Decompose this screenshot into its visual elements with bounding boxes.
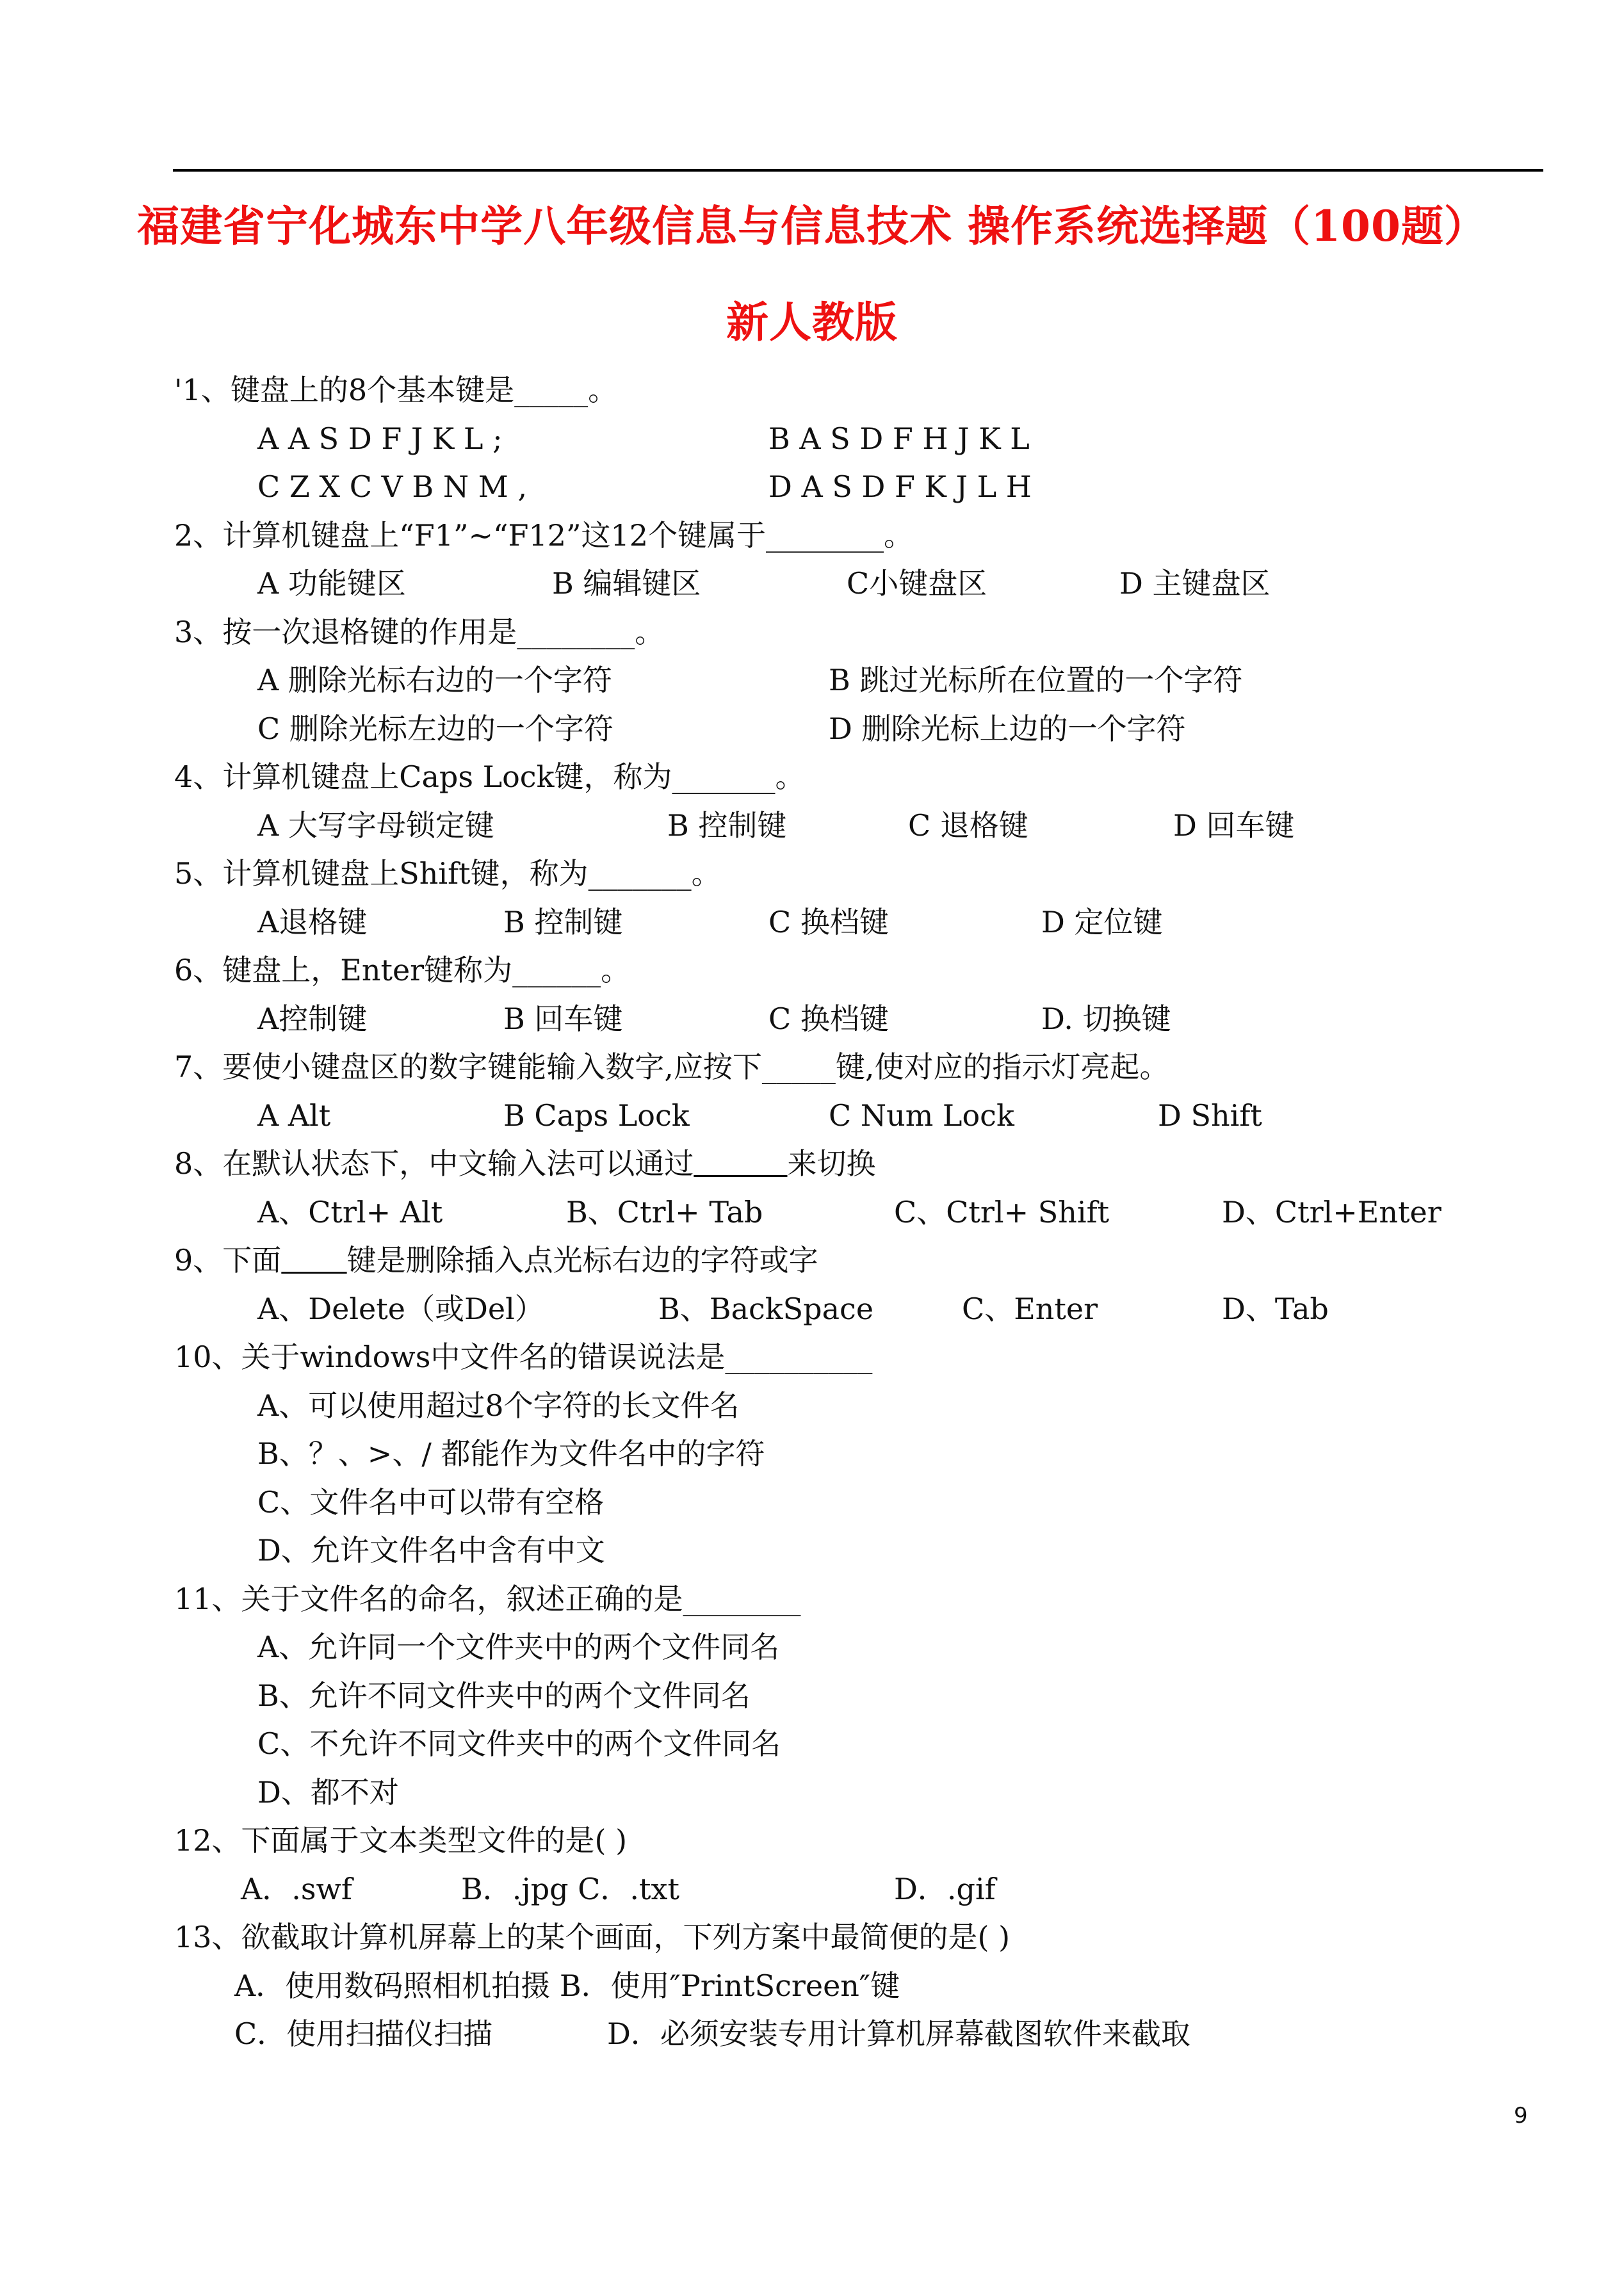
page-number: 9 bbox=[1514, 2103, 1528, 2129]
answer-blank bbox=[694, 1146, 787, 1181]
option: D、允许文件名中含有中文 bbox=[257, 1533, 605, 1568]
option: C 换档键 bbox=[768, 904, 889, 939]
answer-blank bbox=[281, 1243, 346, 1277]
option: D、Ctrl+Enter bbox=[1222, 1194, 1441, 1229]
option: D A S D F K J L H bbox=[768, 469, 1032, 504]
document-subtitle: 新人教版 bbox=[726, 297, 898, 347]
question-stem: '1、键盘上的8个基本键是_____。 bbox=[174, 373, 618, 407]
question-stem: 12、下面属于文本类型文件的是( ) bbox=[174, 1823, 628, 1858]
question-stem: 2、计算机键盘上“F1”~“F12”这12个键属于________。 bbox=[174, 517, 914, 553]
question-stem: 7、要使小键盘区的数字键能输入数字,应按下_____键,使对应的指示灯亮起。 bbox=[174, 1050, 1169, 1084]
option: B 跳过光标所在位置的一个字符 bbox=[829, 663, 1243, 697]
option-row bbox=[174, 1285, 1519, 1334]
stem-text: 来切换 bbox=[787, 1146, 876, 1181]
option: D．.gif bbox=[894, 1871, 996, 1906]
option-row bbox=[174, 656, 1519, 705]
option: B、BackSpace bbox=[658, 1291, 874, 1326]
option-row bbox=[174, 995, 1519, 1044]
option: A、允许同一个文件夹中的两个文件同名 bbox=[257, 1630, 780, 1664]
option: A、Ctrl+ Alt bbox=[257, 1194, 443, 1229]
option: A．.swf bbox=[241, 1871, 352, 1906]
question-stem: 10、关于windows中文件名的错误说法是__________ bbox=[174, 1340, 873, 1374]
option-row bbox=[174, 802, 1519, 850]
option: B A S D F H J K L bbox=[768, 421, 1030, 456]
option: D 定位键 bbox=[1041, 904, 1163, 939]
stem-text: 9、下面 bbox=[174, 1243, 282, 1277]
option: B、允许不同文件夹中的两个文件同名 bbox=[257, 1678, 751, 1713]
option: B、Ctrl+ Tab bbox=[566, 1194, 763, 1229]
option-row bbox=[174, 1672, 1519, 1721]
option: C 退格键 bbox=[908, 807, 1028, 843]
question-stem: 5、计算机键盘上Shift键，称为_______。 bbox=[174, 856, 721, 891]
option: A Alt bbox=[257, 1098, 331, 1133]
question-stem bbox=[174, 1140, 1519, 1188]
option-row bbox=[174, 705, 1519, 754]
option: D、Tab bbox=[1222, 1291, 1329, 1326]
option-row bbox=[174, 2010, 1519, 2059]
option-row bbox=[174, 1769, 1519, 1817]
option: D 主键盘区 bbox=[1119, 566, 1271, 601]
option: C 换档键 bbox=[768, 1001, 889, 1036]
option-row bbox=[174, 1623, 1519, 1672]
option: D 删除光标上边的一个字符 bbox=[829, 711, 1186, 746]
option-row bbox=[174, 1430, 1519, 1479]
option: C、文件名中可以带有空格 bbox=[257, 1484, 605, 1520]
option-row bbox=[174, 1092, 1519, 1140]
option: A、Delete（或Del） bbox=[257, 1291, 544, 1326]
option: C小键盘区 bbox=[847, 566, 987, 601]
option-row bbox=[174, 1382, 1519, 1431]
option: B 回车键 bbox=[503, 1001, 623, 1036]
option: D Shift bbox=[1158, 1098, 1262, 1133]
option-row bbox=[174, 1188, 1519, 1237]
option: B、？、>、/ 都能作为文件名中的字符 bbox=[257, 1436, 765, 1471]
option-row bbox=[174, 1479, 1519, 1527]
document-title: 福建省宁化城东中学八年级信息与信息技术 操作系统选择题（100题） bbox=[137, 201, 1487, 251]
option: A 大写字母锁定键 bbox=[257, 807, 494, 843]
question-stem: 6、键盘上，Enter键称为______。 bbox=[174, 953, 631, 987]
question-stem: 11、关于文件名的命名，叙述正确的是________ bbox=[174, 1581, 801, 1616]
stem-text: 8、在默认状态下，中文输入法可以通过 bbox=[174, 1146, 694, 1181]
option: A、可以使用超过8个字符的长文件名 bbox=[257, 1388, 740, 1423]
stem-text: 键是删除插入点光标右边的字符或字 bbox=[346, 1243, 818, 1277]
option: C．使用扫描仪扫描 bbox=[234, 2016, 493, 2051]
option: A退格键 bbox=[257, 904, 368, 939]
option: A 功能键区 bbox=[257, 566, 406, 601]
option: C Z X C V B N M , bbox=[257, 469, 528, 504]
option: A 删除光标右边的一个字符 bbox=[257, 663, 612, 697]
option: B 编辑键区 bbox=[552, 566, 701, 601]
option-row bbox=[174, 415, 1519, 464]
option: D、都不对 bbox=[257, 1774, 399, 1810]
option: D 回车键 bbox=[1173, 807, 1295, 843]
option: D．必须安装专用计算机屏幕截图软件来截取 bbox=[607, 2016, 1190, 2051]
option: B 控制键 bbox=[503, 904, 623, 939]
option: C、不允许不同文件夹中的两个文件同名 bbox=[257, 1726, 781, 1761]
option-row bbox=[174, 1865, 1519, 1914]
option: B．.jpg C．.txt bbox=[461, 1871, 679, 1906]
option: C 删除光标左边的一个字符 bbox=[257, 711, 613, 746]
option-row bbox=[174, 1962, 1519, 2011]
header-rule bbox=[173, 169, 1543, 172]
option: B Caps Lock bbox=[503, 1098, 690, 1133]
option: C、Enter bbox=[962, 1291, 1098, 1326]
option-row bbox=[174, 1527, 1519, 1575]
question-stem: 13、欲截取计算机屏幕上的某个画面，下列方案中最简便的是( ) bbox=[174, 1920, 1011, 1954]
option: B 控制键 bbox=[667, 807, 787, 843]
option: A A S D F J K L ; bbox=[257, 421, 503, 456]
option: C、Ctrl+ Shift bbox=[894, 1194, 1110, 1229]
question-stem: 3、按一次退格键的作用是________。 bbox=[174, 614, 665, 649]
option-row bbox=[174, 463, 1519, 512]
question-stem bbox=[174, 1237, 1519, 1285]
option: A．使用数码照相机拍摄 B．使用″PrintScreen″键 bbox=[234, 1968, 900, 2003]
option-row bbox=[174, 898, 1519, 947]
option: A控制键 bbox=[257, 1001, 368, 1036]
option-row bbox=[174, 1720, 1519, 1769]
question-list bbox=[174, 366, 1519, 2059]
option: D. 切换键 bbox=[1041, 1001, 1171, 1036]
question-stem: 4、计算机键盘上Caps Lock键，称为_______。 bbox=[174, 759, 805, 794]
option-row bbox=[174, 560, 1519, 608]
option: C Num Lock bbox=[829, 1098, 1014, 1133]
